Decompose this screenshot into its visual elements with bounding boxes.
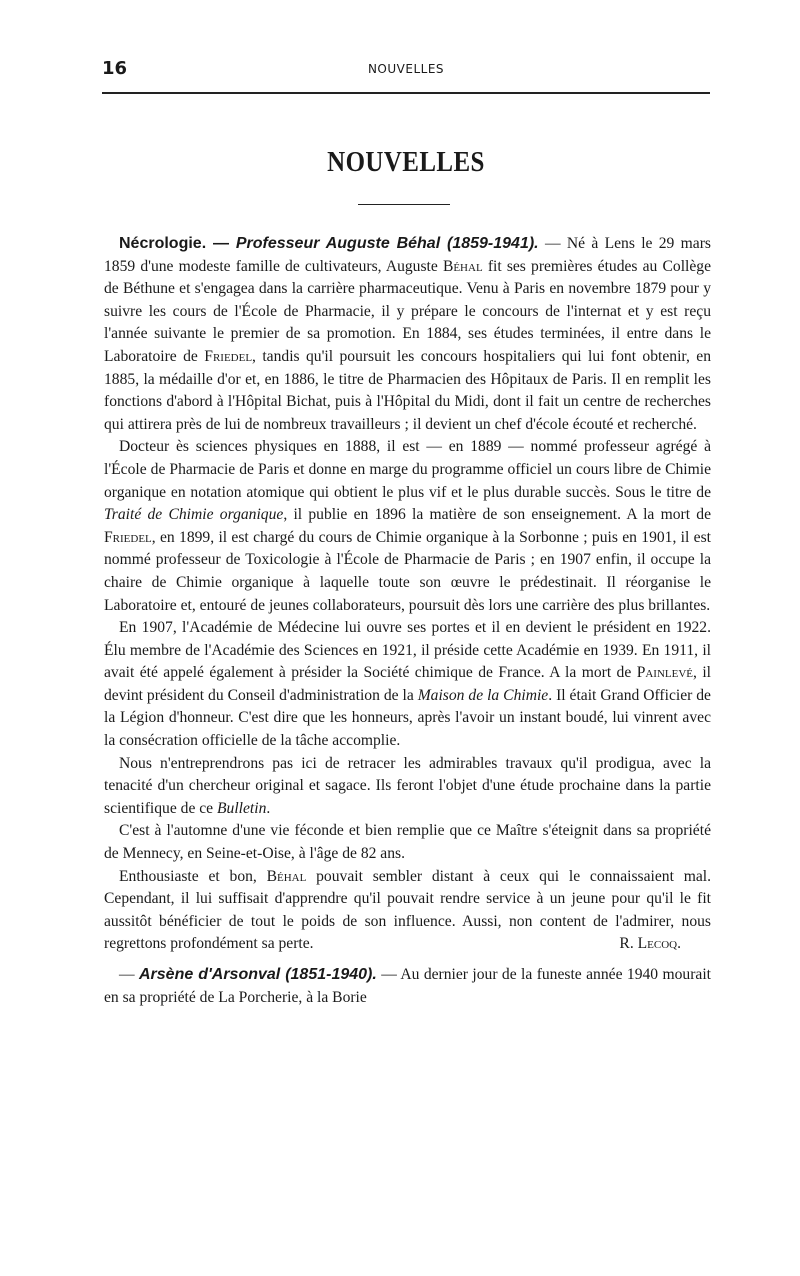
name-painleve: Painlevé bbox=[636, 664, 694, 682]
text-run: Nous n'entreprendrons pas ici de retracer les admirables travaux qu'il prodigua, avec la tenacité d'un chercheur original et sagace. Ils feront l'objet d'une étude prochaine dans la partie scientifique de ce bbox=[104, 754, 711, 817]
title-rule bbox=[358, 204, 450, 205]
obituary-subject: Arsène d'Arsonval (1851-1940). bbox=[139, 966, 377, 983]
section-title: NOUVELLES bbox=[327, 146, 485, 178]
text-run: fit ses premières études au Collège de Béthune et s'engagea dans la carrière pharmaceutique. Venu à Paris en novembre 1879 pour y suivre les cours de l'École de Pharmacie, il y prépare le concours de l'internat et y est reçu l'année suivante le premier de sa promotion. En 1884, ses études terminées, il entre dans le Laboratoire de bbox=[104, 257, 711, 365]
paragraph-honours bbox=[104, 617, 711, 753]
paragraph-arsonval bbox=[104, 964, 711, 1009]
name-behal: Béhal bbox=[442, 257, 483, 275]
running-title: NOUVELLES bbox=[367, 62, 445, 76]
page-number: 16 bbox=[102, 58, 128, 79]
name-behal: Béhal bbox=[266, 867, 307, 885]
book-title: Traité de Chimie organique bbox=[104, 506, 284, 524]
text-run: Docteur ès sciences physiques en 1888, il est — en 1889 — nommé professeur agrégé à l'École de Pharmacie de Paris et donne en marge du programme officiel un cours libre de Chimie organique en notation atomique qui obtient le plus vif et le plus durable succès. Sous le titre de bbox=[104, 438, 711, 501]
name-friedel: Friedel bbox=[104, 528, 152, 546]
text-run: , tandis qu'il poursuit les concours hospitaliers qui lui font obtenir, en 1885, la médaille d'or et, en 1886, le titre de Pharmacien des Hôpitaux de Paris. Il en remplit les fonctions d'abord à l'Hôpital Bichat, puis à l'Hôpital du Midi, dont il fait un centre de recherches qui attirera près de lui de nombreux travailleurs ; il devient un chef d'école écouté et recherché. bbox=[104, 347, 711, 433]
institution-title: Maison de la Chimie bbox=[417, 686, 549, 704]
name-friedel: Friedel bbox=[204, 347, 253, 365]
text-run: — Au dernier jour de la funeste année 1940 mourait en sa propriété de La Porcherie, à la Borie bbox=[104, 966, 711, 1006]
text-run: . bbox=[266, 799, 271, 817]
paragraph-career bbox=[104, 436, 711, 617]
text-run: , il devint président du Conseil d'administration de la bbox=[104, 664, 711, 704]
text-run: En 1907, l'Académie de Médecine lui ouvre ses portes et il en devient le président en 1922. Élu membre de l'Académie des Sciences en 1921, il préside cette Académie en 1939. En 1911, il avait été appelé également à présider la Société chimique de France. A la mort de bbox=[104, 619, 711, 682]
rubric-dash: — bbox=[206, 235, 236, 252]
header-rule bbox=[102, 92, 710, 94]
paragraph-behal-intro bbox=[104, 233, 711, 436]
text-run: pouvait sembler distant à ceux qui le connaissaient mal. Cependant, il lui suffisait d'apprendre qu'il pouvait rendre service à un jeune pour qu'il le fit aussitôt bénéficier de tout le poids de son influence. Aussi, non content de l'admirer, nous regrettons profondément sa perte. bbox=[104, 867, 711, 953]
journal-title: Bulletin bbox=[217, 799, 267, 817]
article-body bbox=[104, 233, 711, 1009]
obituary-subject: Professeur Auguste Béhal (1859-1941). bbox=[235, 235, 539, 252]
text-run: , il publie en 1896 la matière de son enseignement. A la mort de bbox=[283, 506, 712, 524]
rubric-label: Nécrologie. bbox=[119, 235, 207, 252]
author-signature: R. Lecoq. bbox=[619, 935, 681, 953]
paragraph-death: C'est à l'automne d'une vie féconde et bien remplie que ce Maître s'éteignit dans sa propriété de Mennecy, en Seine-et-Oise, à l'âge de 82 ans. bbox=[104, 822, 711, 863]
text-run: , en 1899, il est chargé du cours de Chimie organique à la Sorbonne ; puis en 1901, il est nommé professeur de Toxicologie à l'École de Pharmacie de Paris ; en 1907 enfin, il occupe la chaire de Chimie organique à laquelle toute son œuvre le prédestinait. Il réorganise le Laboratoire et, entouré de jeunes collaborateurs, poursuit dès lors une carrière des plus brillantes. bbox=[104, 528, 711, 614]
text-run: . Il était Grand Officier de la Légion d'honneur. C'est dire que les honneurs, après l'avoir un instant boudé, lui vinrent avec la consécration officielle de la tâche accomplie. bbox=[104, 686, 711, 750]
text-run: — Né à Lens le 29 mars 1859 d'une modeste famille de cultivateurs, Auguste bbox=[104, 235, 711, 275]
paragraph-works bbox=[104, 753, 711, 821]
text-run: Enthousiaste et bon, bbox=[119, 867, 267, 885]
page-header bbox=[102, 58, 710, 86]
text-run: — bbox=[119, 966, 139, 983]
